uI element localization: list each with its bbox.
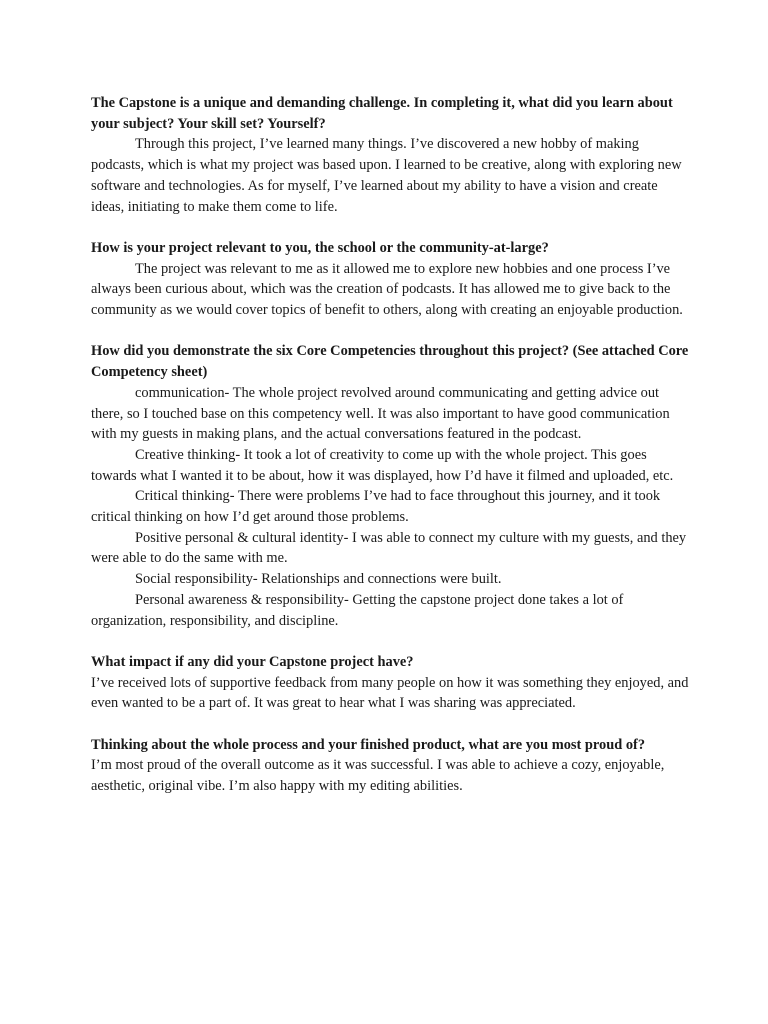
section-proud-of	[91, 735, 691, 797]
answer-paragraph: I’ve received lots of supportive feedback from many people on how it was something they enjoyed, and even wanted to be a part of. It was great to hear what I was sharing was appreciated.	[91, 674, 689, 712]
section-relevance	[91, 238, 691, 321]
question-heading: How did you demonstrate the six Core Competencies throughout this project? (See attached Core Competency sheet)	[91, 343, 689, 381]
question-heading: Thinking about the whole process and your finished product, what are you most proud of?	[91, 736, 646, 753]
section-learning	[91, 93, 691, 217]
competency-personal-cultural-identity: Positive personal & cultural identity- I was able to connect my culture with my guests, and they were able to do the same with me.	[91, 529, 687, 567]
question-heading: The Capstone is a unique and demanding challenge. In completing it, what did you learn about your subject? Your skill set? Yourself?	[91, 95, 673, 132]
competency-critical-thinking: Critical thinking- There were problems I’ve had to face throughout this journey, and it took critical thinking on how I’d get around those problems.	[91, 488, 661, 526]
answer-paragraph: Through this project, I’ve learned many things. I’ve discovered a new hobby of making podcasts, which is what my project was based upon. I learned to be creative, along with exploring new software and technologies. As for myself, I’ve learned about my ability to have a vision and create ideas, initiating to make them come to life.	[91, 136, 682, 215]
question-heading: How is your project relevant to you, the school or the community-at-large?	[91, 239, 549, 256]
section-impact	[91, 652, 691, 714]
question-heading: What impact if any did your Capstone project have?	[91, 653, 414, 670]
competency-communication: communication- The whole project revolved around communicating and getting advice out there, so I touched base on this competency well. It was also important to have good communication with my guests in making plans, and the actual conversations featured in the podcast.	[91, 384, 670, 443]
section-core-competencies	[91, 341, 691, 631]
competency-creative-thinking: Creative thinking- It took a lot of creativity to come up with the whole project. This goes towards what I wanted it to be about, how it was displayed, how I’d have it filmed and uploaded, etc.	[91, 446, 674, 484]
competency-personal-awareness: Personal awareness & responsibility- Getting the capstone project done takes a lot of organization, responsibility, and discipline.	[91, 591, 624, 629]
document-page	[91, 93, 691, 818]
competency-social-responsibility: Social responsibility- Relationships and connections were built.	[135, 571, 502, 588]
answer-paragraph: I’m most proud of the overall outcome as it was successful. I was able to achieve a cozy, enjoyable, aesthetic, original vibe. I’m also happy with my editing abilities.	[91, 757, 665, 795]
answer-paragraph: The project was relevant to me as it allowed me to explore new hobbies and one process I’ve always been curious about, which was the creation of podcasts. It has allowed me to give back to the community as we would cover topics of benefit to others, along with creating an enjoyable production.	[91, 260, 683, 319]
